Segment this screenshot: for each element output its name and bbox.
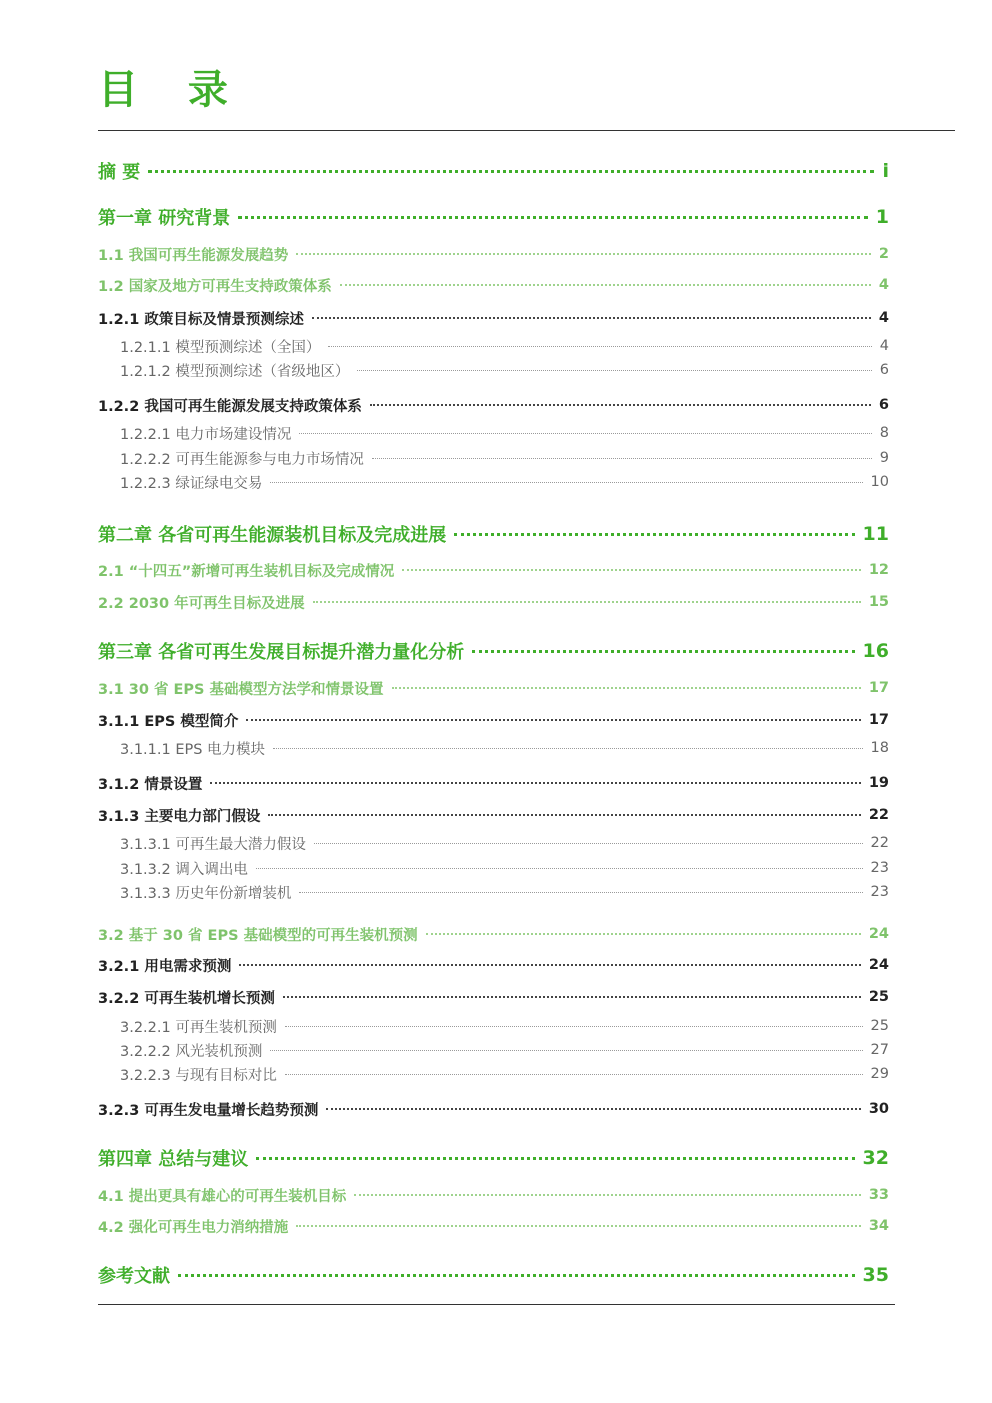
toc-entry-page-number: 4 [878, 277, 889, 293]
toc-entry-page-number: i [882, 160, 889, 182]
dot-leader [454, 533, 854, 536]
toc-entry-label: 1.2.2.2 可再生能源参与电力市场情况 [120, 451, 364, 468]
toc-entry[interactable] [98, 159, 889, 183]
toc-entry-label: 第三章 各省可再生发展目标提升潜力量化分析 [98, 642, 465, 663]
dot-leader [328, 346, 871, 347]
toc-entry-page-number: 4 [879, 338, 889, 354]
dot-leader [238, 216, 867, 219]
toc-entry-page-number: 9 [879, 450, 889, 466]
toc-entry-label: 第二章 各省可再生能源装机目标及完成进展 [98, 525, 447, 546]
toc-entry-label: 3.1.3.2 调入调出电 [120, 861, 248, 878]
toc-entry[interactable] [98, 1263, 889, 1287]
toc-entry-page-number: 22 [868, 807, 889, 823]
toc-entry[interactable] [120, 334, 889, 358]
toc-entry-page-number: 30 [868, 1101, 889, 1117]
toc-entry[interactable] [98, 639, 889, 663]
dot-leader [273, 748, 862, 749]
toc-entry-label: 3.2.2.3 与现有目标对比 [120, 1067, 277, 1084]
toc-entry-page-number: 27 [870, 1042, 889, 1058]
toc-entry-page-number: 22 [870, 835, 889, 851]
dot-leader [312, 317, 871, 319]
toc-entry-label: 2.1 “十四五”新增可再生装机目标及完成情况 [98, 563, 395, 580]
dot-leader [270, 1050, 862, 1051]
toc-entry-page-number: 17 [868, 680, 889, 696]
dot-leader [270, 482, 862, 483]
dot-leader [210, 782, 860, 784]
toc-entry-label: 1.2.1.1 模型预测综述（全国） [120, 339, 321, 356]
dot-leader [246, 719, 860, 721]
toc-entry[interactable] [120, 831, 889, 855]
toc-entry[interactable] [120, 880, 889, 904]
toc-entry-label: 3.1.3.1 可再生最大潜力假设 [120, 836, 306, 853]
toc-entry-page-number: 10 [870, 474, 889, 490]
dot-leader [340, 284, 871, 286]
toc-entry-page-number: 17 [868, 712, 889, 728]
dot-leader [313, 601, 861, 603]
toc-entry-page-number: 16 [862, 640, 889, 662]
toc-entry-label: 1.2.1.2 模型预测综述（省级地区） [120, 363, 350, 380]
dot-leader [299, 892, 862, 893]
toc-entry[interactable] [120, 446, 889, 470]
toc-entry[interactable] [98, 676, 889, 700]
toc-entry[interactable] [98, 205, 889, 229]
toc-entry[interactable] [98, 393, 889, 417]
toc-entry[interactable] [98, 522, 889, 546]
toc-entry-label: 3.2.2.2 风光装机预测 [120, 1043, 263, 1060]
dot-leader [256, 868, 863, 869]
dot-leader [283, 996, 861, 998]
toc-entry-label: 3.1 30 省 EPS 基础模型方法学和情景设置 [98, 681, 384, 698]
toc-entry-page-number: 19 [868, 775, 889, 791]
toc-entry-page-number: 32 [862, 1147, 889, 1169]
toc-entry[interactable] [98, 803, 889, 827]
toc-entry-label: 3.1.1.1 EPS 电力模块 [120, 741, 266, 758]
toc-entry-page-number: 35 [862, 1264, 889, 1286]
toc-entry-label: 2.2 2030 年可再生目标及进展 [98, 595, 305, 612]
toc-entry-page-number: 23 [870, 884, 889, 900]
toc-entry-page-number: 24 [868, 926, 889, 942]
toc-entry[interactable] [98, 708, 889, 732]
toc-entry-label: 1.2.1 政策目标及情景预测综述 [98, 311, 304, 328]
dot-leader [426, 933, 861, 935]
toc-entry[interactable] [120, 1014, 889, 1038]
toc-entry-page-number: 23 [870, 860, 889, 876]
toc-entry[interactable] [120, 1062, 889, 1086]
toc-entry-page-number: 24 [868, 957, 889, 973]
toc-entry[interactable] [98, 1097, 889, 1121]
dot-leader [392, 687, 861, 689]
toc-entry[interactable] [98, 273, 889, 297]
dot-leader [472, 650, 854, 653]
toc-entry-label: 1.2.2 我国可再生能源发展支持政策体系 [98, 398, 362, 415]
dot-leader [402, 569, 861, 571]
toc-entry-label: 3.2.2.1 可再生装机预测 [120, 1019, 277, 1036]
bottom-divider [98, 1304, 895, 1305]
toc-entry-label: 摘 要 [98, 162, 141, 183]
toc-entry-page-number: 25 [868, 989, 889, 1005]
toc-entry-page-number: 15 [868, 594, 889, 610]
toc-entry-label: 3.1.3 主要电力部门假设 [98, 808, 261, 825]
dot-leader [178, 1274, 855, 1277]
toc-entry-page-number: 11 [862, 523, 889, 545]
dot-leader [354, 1194, 861, 1196]
toc-entry-page-number: 18 [870, 740, 889, 756]
dot-leader [148, 170, 874, 173]
dot-leader [239, 964, 860, 966]
toc-entry-label: 3.2.2 可再生装机增长预测 [98, 990, 275, 1007]
dot-leader [285, 1074, 863, 1075]
toc-entry[interactable] [120, 358, 889, 382]
toc-entry-label: 3.2.3 可再生发电量增长趋势预测 [98, 1102, 319, 1119]
toc-entry[interactable] [120, 736, 889, 760]
toc-entry[interactable] [120, 421, 889, 445]
toc-entry[interactable] [120, 470, 889, 494]
dot-leader [372, 458, 872, 459]
dot-leader [299, 433, 871, 434]
toc-entry[interactable] [98, 590, 889, 614]
toc-entry[interactable] [120, 1038, 889, 1062]
toc-entry-page-number: 8 [879, 425, 889, 441]
toc-entry[interactable] [98, 771, 889, 795]
toc-entry[interactable] [98, 922, 889, 946]
toc-entry[interactable] [98, 306, 889, 330]
toc-entry[interactable] [98, 985, 889, 1009]
toc-entry-page-number: 1 [875, 206, 889, 228]
dot-leader [326, 1108, 860, 1110]
toc-entry-label: 1.1 我国可再生能源发展趋势 [98, 247, 289, 264]
toc-entry-label: 3.1.3.3 历史年份新增装机 [120, 885, 292, 902]
toc-entry-label: 4.1 提出更具有雄心的可再生装机目标 [98, 1188, 347, 1205]
dot-leader [357, 370, 871, 371]
page-title: 目 录 [98, 67, 246, 113]
toc-entry-page-number: 6 [879, 362, 889, 378]
toc-entry[interactable] [120, 856, 889, 880]
toc-entry-page-number: 12 [868, 562, 889, 578]
toc-entry[interactable] [98, 1146, 889, 1170]
dot-leader [285, 1026, 863, 1027]
toc-entry-label: 第四章 总结与建议 [98, 1149, 249, 1170]
toc-entry-page-number: 4 [878, 310, 889, 326]
toc-entry-page-number: 33 [868, 1187, 889, 1203]
toc-entry[interactable] [98, 242, 889, 266]
toc-entry-label: 3.1.2 情景设置 [98, 776, 203, 793]
toc-entry-label: 3.2.1 用电需求预测 [98, 958, 232, 975]
toc-entry[interactable] [98, 1214, 889, 1238]
toc-entry-label: 第一章 研究背景 [98, 208, 231, 229]
dot-leader [314, 843, 863, 844]
dot-leader [268, 814, 860, 816]
toc-entry[interactable] [98, 1183, 889, 1207]
toc-entry-page-number: 29 [870, 1066, 889, 1082]
toc-entry-label: 1.2 国家及地方可再生支持政策体系 [98, 278, 332, 295]
toc-entry[interactable] [98, 558, 889, 582]
dot-leader [256, 1157, 854, 1160]
toc-entry-label: 4.2 强化可再生电力消纳措施 [98, 1219, 289, 1236]
toc-entry-label: 3.2 基于 30 省 EPS 基础模型的可再生装机预测 [98, 927, 418, 944]
toc-entry-page-number: 34 [868, 1218, 889, 1234]
toc-entry-page-number: 25 [870, 1018, 889, 1034]
toc-entry-page-number: 2 [878, 246, 889, 262]
toc-entry-page-number: 6 [878, 397, 889, 413]
dot-leader [296, 253, 871, 255]
dot-leader [296, 1225, 861, 1227]
toc-entry[interactable] [98, 953, 889, 977]
toc-entry-label: 参考文献 [98, 1266, 170, 1287]
toc-entry-label: 1.2.2.3 绿证绿电交易 [120, 475, 263, 492]
dot-leader [370, 404, 871, 406]
toc-entry-label: 3.1.1 EPS 模型简介 [98, 713, 239, 730]
toc-entry-label: 1.2.2.1 电力市场建设情况 [120, 426, 292, 443]
